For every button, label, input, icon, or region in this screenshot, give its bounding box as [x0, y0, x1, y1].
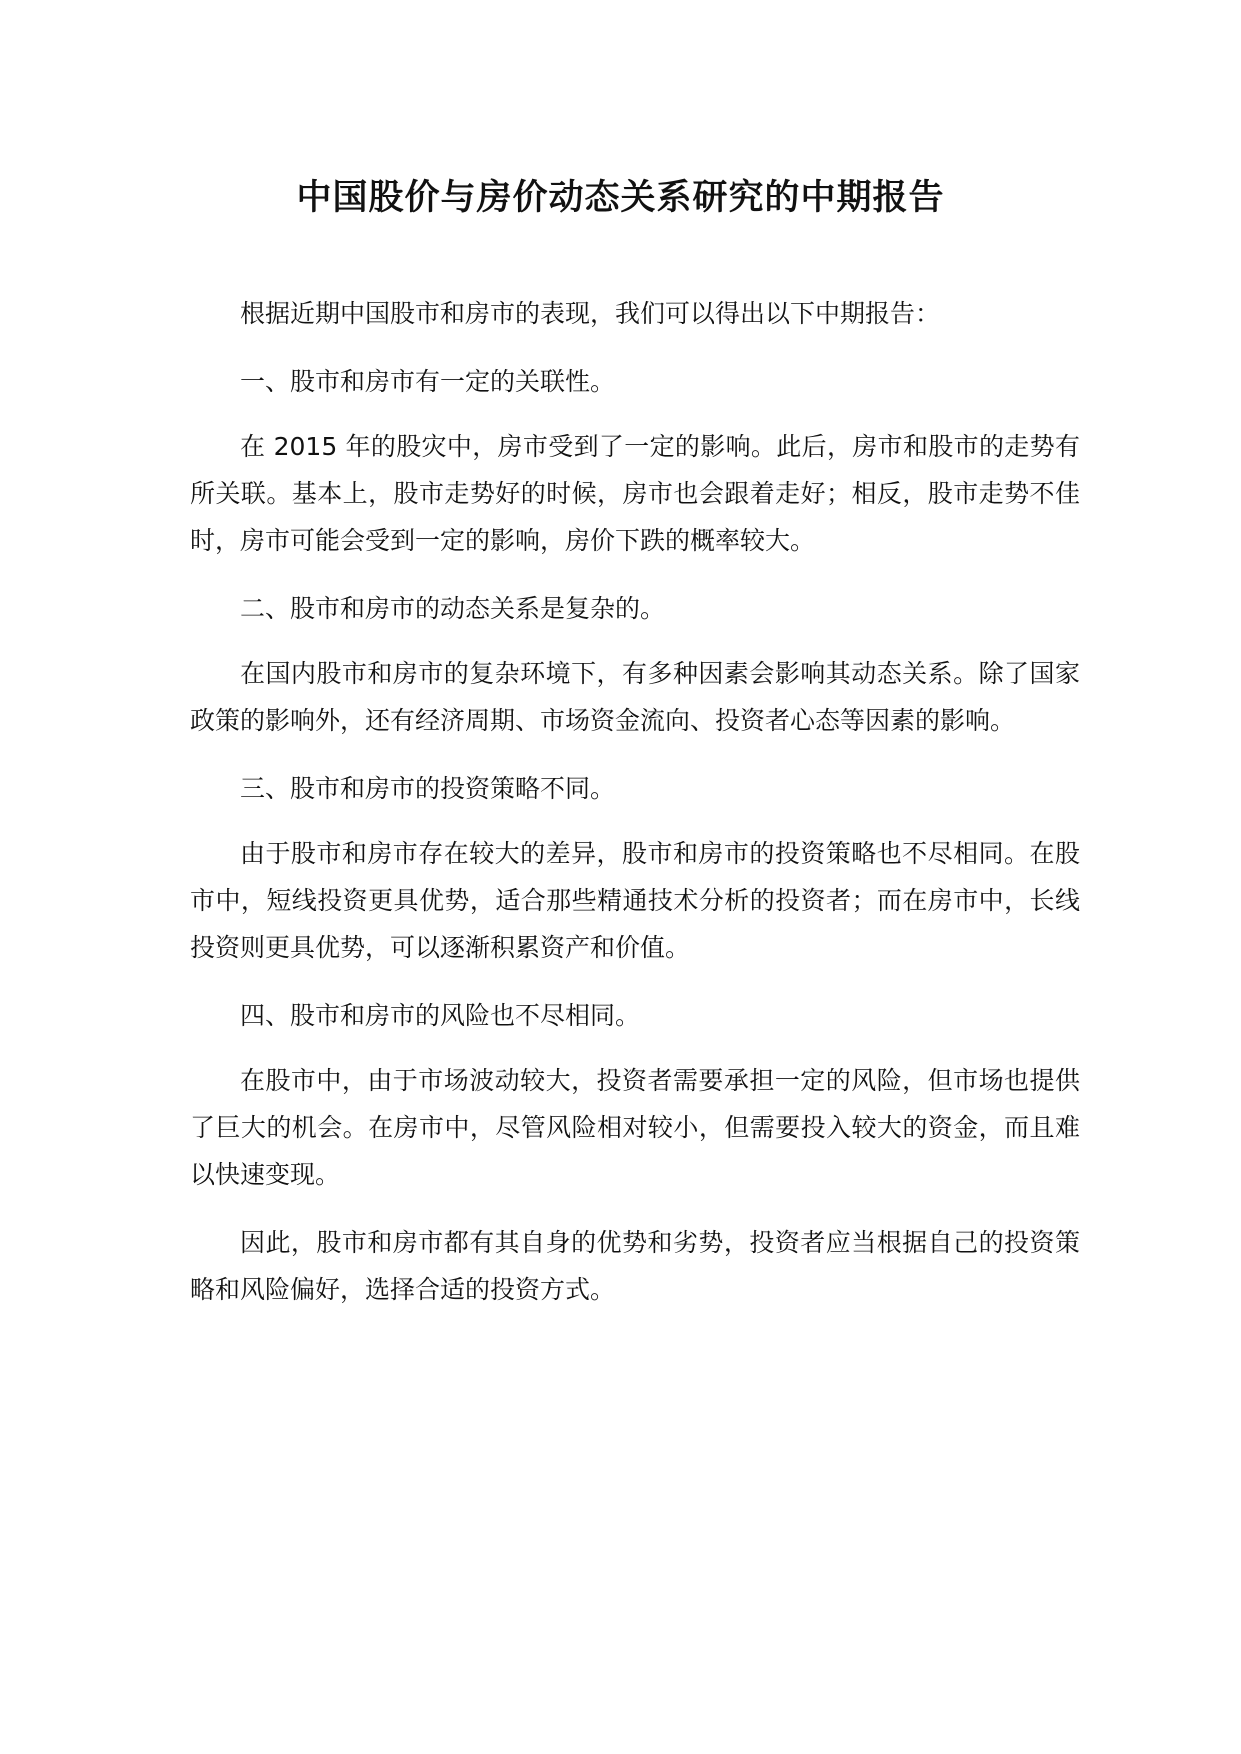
section-heading-2: 二、股市和房市的动态关系是复杂的。	[240, 594, 666, 623]
document-title: 中国股价与房价动态关系研究的中期报告	[296, 178, 945, 218]
section-heading-1: 一、股市和房市有一定的关联性。	[240, 367, 616, 396]
section-paragraph-4: 在股市中，由于市场波动较大，投资者需要承担一定的风险，但市场也提供了巨大的机会。在房市中，尽管风险相对较小，但需要投入较大的资金，而且难以快速变现。	[190, 1066, 1080, 1189]
intro-paragraph: 根据近期中国股市和房市的表现，我们可以得出以下中期报告：	[240, 299, 941, 328]
section-paragraph-1: 在 2015 年的股灾中，房市受到了一定的影响。此后，房市和股市的走势有所关联。基本上，股市走势好的时候，房市也会跟着走好；相反，股市走势不佳时，房市可能会受到一定的影响，房价下跌的概率较大。	[190, 432, 1080, 555]
section-heading-3: 三、股市和房市的投资策略不同。	[240, 774, 616, 803]
section-heading-4: 四、股市和房市的风险也不尽相同。	[240, 1001, 641, 1030]
document-body	[190, 290, 1080, 1334]
conclusion-paragraph: 因此，股市和房市都有其自身的优势和劣势，投资者应当根据自己的投资策略和风险偏好，选择合适的投资方式。	[190, 1228, 1080, 1304]
section-paragraph-2: 在国内股市和房市的复杂环境下，有多种因素会影响其动态关系。除了国家政策的影响外，还有经济周期、市场资金流向、投资者心态等因素的影响。	[190, 659, 1080, 735]
section-paragraph-3: 由于股市和房市存在较大的差异，股市和房市的投资策略也不尽相同。在股市中，短线投资更具优势，适合那些精通技术分析的投资者；而在房市中，长线投资则更具优势，可以逐渐积累资产和价值。	[190, 839, 1080, 962]
